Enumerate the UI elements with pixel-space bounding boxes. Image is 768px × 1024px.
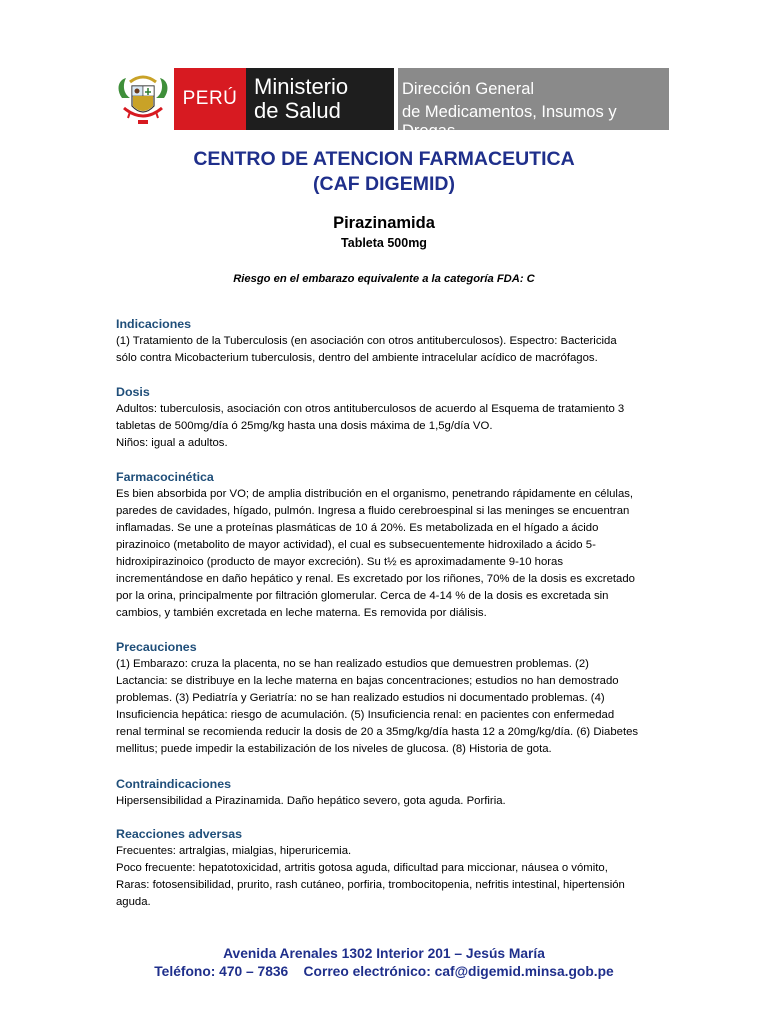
body-line: Insuficiencia hepática: riesgo de acumulación. (5) Insuficiencia renal: en pacientes con enfermedad — [116, 709, 615, 721]
body-line: Hipersensibilidad a Pirazinamida. Daño hepático severo, gota aguda. Porfiria. — [116, 795, 506, 807]
section-title: Indicaciones — [116, 317, 192, 331]
body-line: Adultos: tuberculosis, asociación con otros antituberculosos de acuerdo al Esquema de tratamiento 3 — [116, 403, 625, 415]
body-line: pirazinoico (metabolito de mayor actividad), el cual es subsecuentemente hidroxilado a ácido 5- — [116, 539, 596, 551]
body-line: hidroxipirazinoico (producto de mayor excreción). Su t½ es aproximadamente 9-10 horas — [116, 556, 564, 568]
section-dosis — [116, 384, 689, 452]
peru-label: PERÚ — [182, 88, 238, 109]
body-line: aguda. — [116, 896, 151, 908]
body-line: Lactancia: se distribuye en la leche materna en bajas concentraciones; estudios no han demostrado — [116, 675, 619, 687]
section-body — [116, 843, 689, 911]
body-line: cambios, y también excretada en leche materna. Es removida por diálisis. — [116, 607, 487, 619]
footer-contact: Teléfono: 470 – 7836 Correo electrónico: caf@digemid.minsa.gob.pe — [154, 964, 614, 979]
peru-coat-of-arms-icon — [112, 68, 174, 130]
section-reacciones-adversas — [116, 826, 689, 911]
drug-name: Pirazinamida — [333, 214, 435, 232]
body-line: sólo contra Micobacterium tuberculosis, dentro del ambiente intracelular acídico de macrófagos. — [116, 352, 598, 364]
direction-line2: de Medicamentos, Insumos y Drogas — [402, 103, 617, 140]
body-line: Raras: fotosensibilidad, prurito, rash cutáneo, porfiria, trombocitopenia, nefritis intestinal, hipertensión — [116, 879, 625, 891]
document-title-line2: (CAF DIGEMID) — [313, 173, 455, 195]
section-title: Precauciones — [116, 640, 197, 654]
ministry-line1: Ministerio — [254, 74, 349, 99]
section-title: Reacciones adversas — [116, 827, 243, 841]
body-line: renal terminal se recomienda reducir la dosis de 20 a 35mg/kg/día hasta 12 a 20mg/kg/día. (6) Diabetes — [116, 726, 639, 738]
body-line: Niños: igual a adultos. — [116, 437, 228, 449]
direction-line1: Dirección General — [402, 80, 535, 98]
body-line: paredes de cavidades, hígado, pulmón. Ingresa a fluido cerebroespinal si las meninges se encuentran — [116, 505, 630, 517]
section-body — [116, 793, 689, 810]
ministry-line2: de Salud — [254, 98, 341, 123]
section-title: Contraindicaciones — [116, 777, 231, 791]
body-line: inflamadas. Se une a proteínas plasmáticas de 10 á 20%. Es metabolizada en el hígado a ácido — [116, 522, 599, 534]
body-line: tabletas de 500mg/día ó 25mg/kg hasta una dosis máxima de 1,5g/día VO. — [116, 420, 493, 432]
direction-label-box — [398, 68, 669, 140]
body-line: incrementándose en daño hepático y renal. Es excretado por los riñones, 70% de la dosis es excretado — [116, 573, 635, 585]
body-line: mellitus; puede impedir la estabilización de los niveles de glucosa. (8) Historia de gota. — [116, 743, 552, 755]
body-line: Frecuentes: artralgias, mialgias, hiperuricemia. — [116, 845, 352, 857]
body-line: (1) Embarazo: cruza la placenta, no se han realizado estudios que demuestren problemas. (2) — [116, 658, 589, 670]
body-line: Es bien absorbida por VO; de amplia distribución en el organismo, penetrando rápidamente en células, — [116, 488, 634, 500]
section-title: Dosis — [116, 385, 150, 399]
section-body — [116, 401, 689, 452]
body-line: (1) Tratamiento de la Tuberculosis (en asociación con otros antituberculosos). Espectro: Bactericida — [116, 335, 617, 347]
body-line: por la orina, principalmente por filtración glomerular. Cerca de 4-14 % de la dosis es excretada sin — [116, 590, 609, 602]
footer-address: Avenida Arenales 1302 Interior 201 – Jesús María — [223, 946, 545, 961]
section-indicaciones — [116, 316, 689, 367]
section-title: Farmacocinética — [116, 470, 214, 484]
section-farmacocinetica — [116, 469, 689, 622]
drug-presentation: Tableta 500mg — [341, 236, 427, 250]
section-contraindicaciones — [116, 776, 689, 810]
body-line: problemas. (3) Pediatría y Geriatría: no se han realizado estudios ni documentado problemas. (4) — [116, 692, 605, 704]
body-line: Poco frecuente: hepatotoxicidad, artritis gotosa aguda, dificultad para miccionar, náusea o vómito, — [116, 862, 608, 874]
pregnancy-risk: Riesgo en el embarazo equivalente a la categoría FDA: C — [233, 273, 535, 285]
ministry-label-box — [246, 68, 394, 130]
section-precauciones — [116, 639, 689, 758]
peru-label-box — [174, 68, 246, 130]
section-body — [116, 656, 689, 758]
document-title-line1: CENTRO DE ATENCION FARMACEUTICA — [193, 148, 575, 170]
section-body — [116, 486, 689, 622]
ministry-header-logo — [112, 68, 669, 140]
section-body — [116, 333, 689, 367]
